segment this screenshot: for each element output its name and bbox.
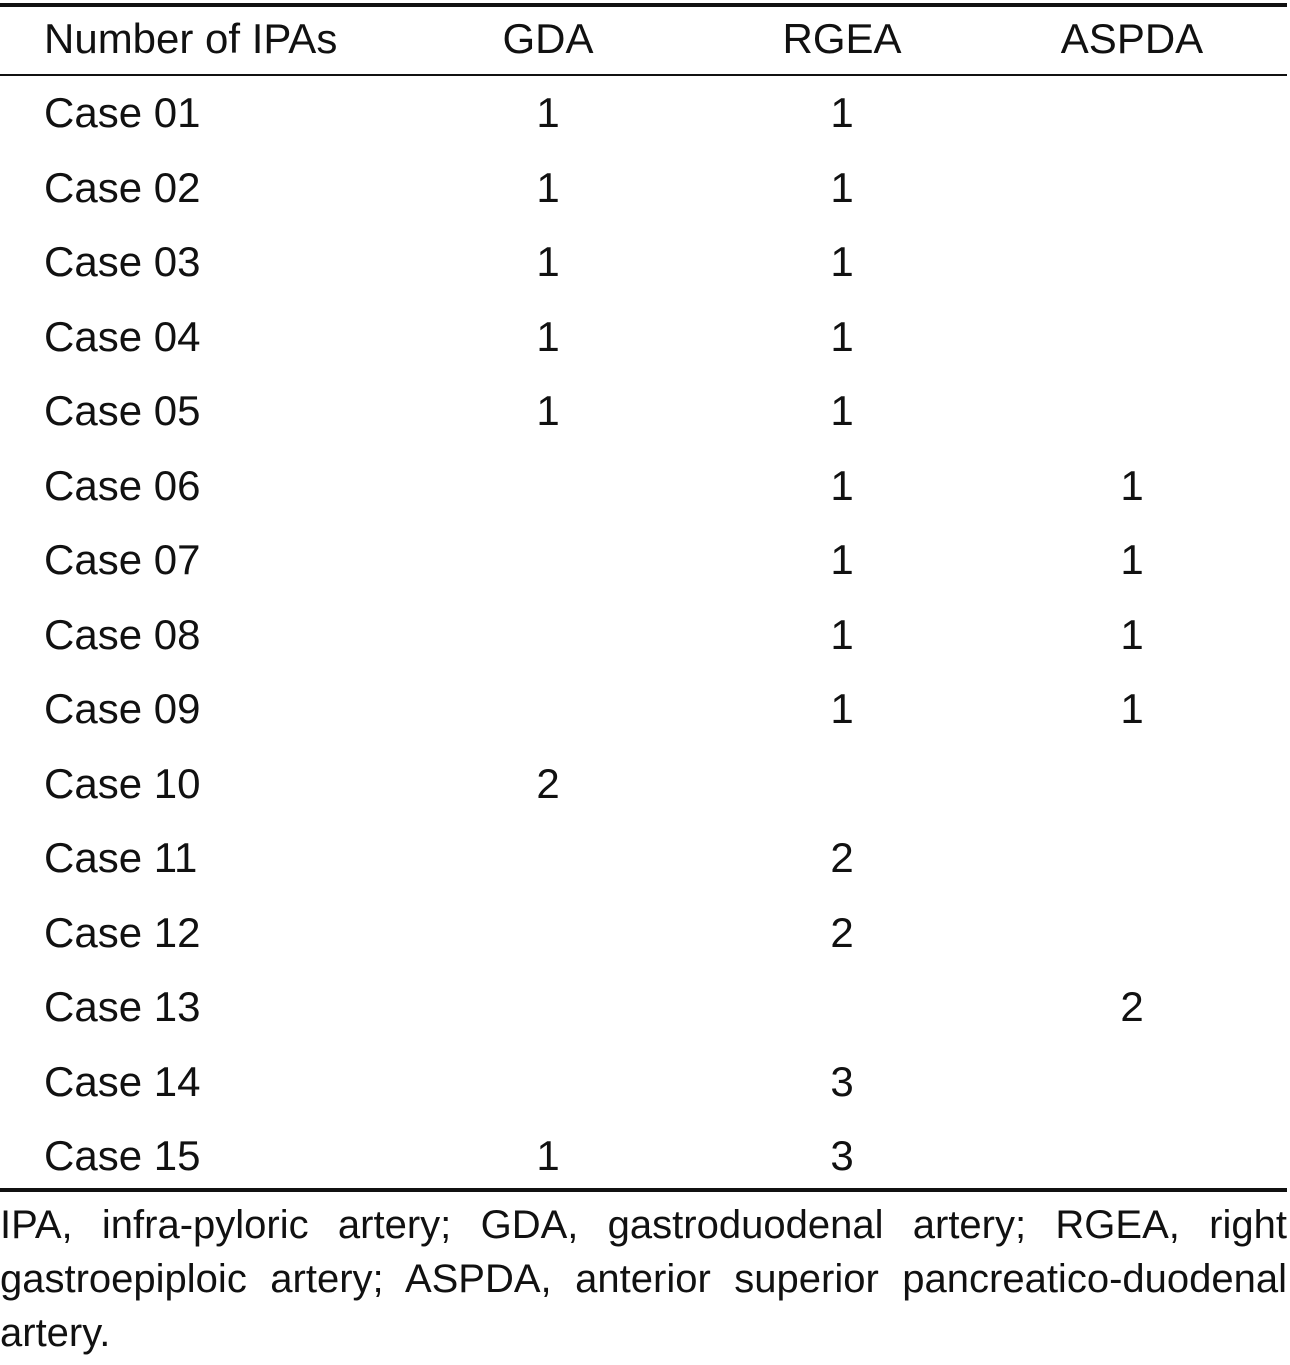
header-rgea: RGEA [782, 15, 902, 62]
aspda-value [1052, 1119, 1212, 1193]
rgea-value [762, 970, 922, 1044]
aspda-value: 1 [1120, 536, 1144, 583]
gda-value: 1 [536, 163, 560, 211]
table-row [0, 374, 1290, 448]
aspda-value: 2 [1120, 983, 1144, 1030]
rgea-value: 1 [830, 238, 854, 285]
table-row [0, 1045, 1290, 1119]
aspda-value [1052, 747, 1212, 821]
gda-value [468, 1045, 628, 1119]
rgea-value: 1 [830, 387, 854, 434]
gda-value [468, 672, 628, 746]
table-row [0, 449, 1290, 523]
table-row [0, 598, 1290, 672]
rgea-value: 1 [830, 610, 854, 658]
case-label: Case 04 [44, 312, 201, 360]
gda-value: 1 [536, 238, 560, 285]
aspda-value [1052, 300, 1212, 374]
rgea-value: 1 [830, 461, 854, 509]
case-label: Case 11 [44, 834, 198, 881]
rgea-value: 1 [830, 89, 854, 136]
case-label: Case 10 [44, 759, 201, 807]
case-label: Case 02 [44, 163, 201, 211]
gda-value [468, 449, 628, 523]
case-label: Case 13 [44, 983, 201, 1030]
case-label: Case 09 [44, 685, 201, 732]
aspda-value [1052, 225, 1212, 299]
gda-value [468, 598, 628, 672]
table-row [0, 1119, 1290, 1193]
rgea-value: 1 [830, 312, 854, 360]
rgea-value [762, 747, 922, 821]
aspda-value [1052, 76, 1212, 150]
rgea-value: 2 [830, 834, 854, 881]
aspda-value [1052, 1045, 1212, 1119]
table-row [0, 151, 1290, 225]
case-label: Case 12 [44, 908, 201, 956]
gda-value: 1 [536, 1132, 560, 1179]
rgea-value: 2 [830, 908, 854, 956]
gda-value [468, 523, 628, 597]
table-row [0, 970, 1290, 1044]
header-aspda: ASPDA [1060, 15, 1204, 62]
case-label: Case 07 [44, 536, 201, 583]
gda-value: 1 [536, 387, 560, 434]
case-label: Case 06 [44, 461, 201, 509]
table-row [0, 821, 1290, 895]
gda-value [468, 970, 628, 1044]
aspda-value [1052, 821, 1212, 895]
table-row [0, 747, 1290, 821]
aspda-value [1052, 151, 1212, 225]
aspda-value [1052, 896, 1212, 970]
rgea-value: 1 [830, 685, 854, 732]
rgea-value: 3 [830, 1057, 854, 1105]
table-row [0, 300, 1290, 374]
rgea-value: 1 [830, 163, 854, 211]
table-footnote: IPA, infra-pyloric artery; GDA, gastroduodenal artery; RGEA, right gastroepiploic artery; ASPDA, anterior superior pancreatico-duodenal artery. [0, 1203, 1287, 1355]
table-row [0, 76, 1290, 150]
gda-value [468, 896, 628, 970]
aspda-value: 1 [1120, 685, 1144, 732]
rgea-value: 3 [830, 1132, 854, 1179]
gda-value: 1 [536, 89, 560, 136]
table-header-row [0, 2, 1290, 76]
header-number-of-ipas: Number of IPAs [44, 15, 338, 62]
table-row [0, 225, 1290, 299]
case-label: Case 14 [44, 1057, 201, 1105]
gda-value: 2 [536, 759, 560, 807]
case-label: Case 05 [44, 387, 201, 434]
header-gda: GDA [502, 15, 594, 62]
table-row [0, 523, 1290, 597]
rgea-value: 1 [830, 536, 854, 583]
aspda-value: 1 [1120, 461, 1144, 509]
case-label: Case 08 [44, 610, 201, 658]
gda-value [468, 821, 628, 895]
case-label: Case 01 [44, 89, 201, 136]
aspda-value: 1 [1120, 610, 1144, 658]
table-bottom-rule [0, 1188, 1287, 1192]
gda-value: 1 [536, 312, 560, 360]
aspda-value [1052, 374, 1212, 448]
case-label: Case 03 [44, 238, 201, 285]
table-row [0, 896, 1290, 970]
table-row [0, 672, 1290, 746]
case-label: Case 15 [44, 1132, 201, 1179]
